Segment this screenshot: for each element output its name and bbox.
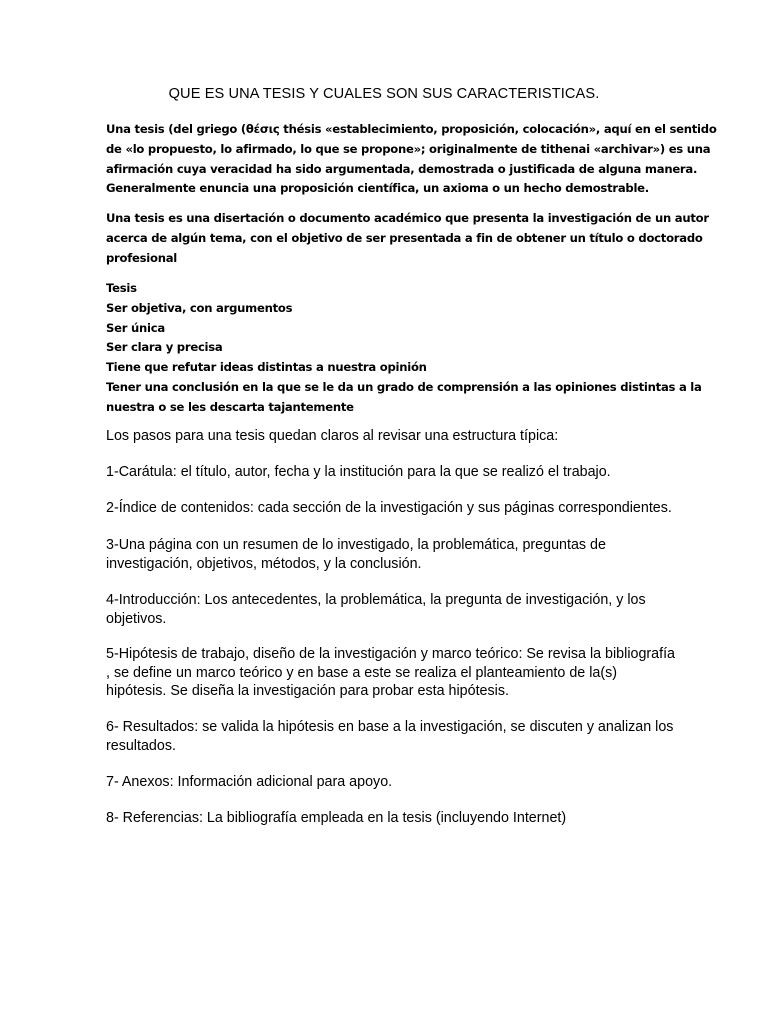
step-line: 6- Resultados: se valida la hipótesis en base a la investigación, se discuten y analizan los bbox=[106, 719, 674, 735]
characteristic-item: nuestra o se les descarta tajantemente bbox=[106, 399, 354, 414]
intro-line: afirmación cuya veracidad ha sido argumentada, demostrada o justificada de alguna manera. bbox=[106, 161, 698, 176]
intro-line: Generalmente enuncia una proposición científica, un axioma o un hecho demostrable. bbox=[106, 181, 649, 196]
step-line: 4-Introducción: Los antecedentes, la problemática, la pregunta de investigación, y los bbox=[106, 592, 646, 608]
intro-line: de «lo propuesto, lo afirmado, lo que se propone»; originalmente de tithenai «archivar») es una bbox=[106, 141, 711, 156]
step-line: objetivos. bbox=[106, 610, 167, 627]
steps-intro bbox=[106, 427, 666, 446]
intro-line: Una tesis (del griego (θέσις thésis «establecimiento, proposición, colocación», aquí en el sentido bbox=[106, 122, 717, 136]
characteristic-item: Ser única bbox=[106, 320, 165, 335]
step-7 bbox=[106, 773, 666, 792]
step-line: resultados. bbox=[106, 737, 176, 754]
step-8 bbox=[106, 809, 666, 828]
step-2 bbox=[106, 499, 672, 518]
intro-paragraph bbox=[106, 120, 717, 199]
definition-line: acerca de algún tema, con el objetivo de ser presentada a fin de obtener un título o doctorado bbox=[106, 230, 703, 245]
characteristics-list bbox=[106, 279, 702, 418]
step-line: 3-Una página con un resumen de lo investigado, la problemática, preguntas de bbox=[106, 537, 606, 553]
definition-paragraph bbox=[106, 209, 709, 268]
document-title: QUE ES UNA TESIS Y CUALES SON SUS CARACTERISTICAS. bbox=[168, 86, 600, 102]
characteristic-item: Tiene que refutar ideas distintas a nuestra opinión bbox=[106, 360, 427, 375]
step-line: hipótesis. Se diseña la investigación para probar esta hipótesis. bbox=[106, 683, 509, 699]
step-3 bbox=[106, 536, 666, 573]
step-line: , se define un marco teórico y en base a este se realiza el planteamiento de la(s) bbox=[106, 664, 618, 681]
step-6 bbox=[106, 718, 674, 755]
characteristic-item: Tener una conclusión en la que se le da un grado de comprensión a las opiniones distintas a la bbox=[106, 379, 702, 394]
step-line: 1-Carátula: el título, autor, fecha y la institución para la que se realizó el trabajo. bbox=[106, 464, 611, 480]
definition-line: Una tesis es una disertación o documento académico que presenta la investigación de un autor bbox=[106, 211, 709, 225]
definition-line: profesional bbox=[106, 250, 178, 265]
characteristics-heading: Tesis bbox=[106, 281, 137, 295]
step-line: 5-Hipótesis de trabajo, diseño de la investigación y marco teórico: Se revisa la bibliografía bbox=[106, 646, 675, 662]
characteristic-item: Ser clara y precisa bbox=[106, 340, 223, 355]
characteristic-item: Ser objetiva, con argumentos bbox=[106, 300, 293, 315]
step-line: investigación, objetivos, métodos, y la conclusión. bbox=[106, 555, 422, 572]
step-line: 2-Índice de contenidos: cada sección de la investigación y sus páginas correspondientes. bbox=[106, 500, 672, 516]
step-line: 8- Referencias: La bibliografía empleada en la tesis (incluyendo Internet) bbox=[106, 810, 567, 826]
steps-intro-line: Los pasos para una tesis quedan claros al revisar una estructura típica: bbox=[106, 428, 559, 444]
step-5 bbox=[106, 645, 675, 701]
step-1 bbox=[106, 463, 666, 482]
step-4 bbox=[106, 591, 666, 628]
step-line: 7- Anexos: Información adicional para apoyo. bbox=[106, 774, 393, 790]
